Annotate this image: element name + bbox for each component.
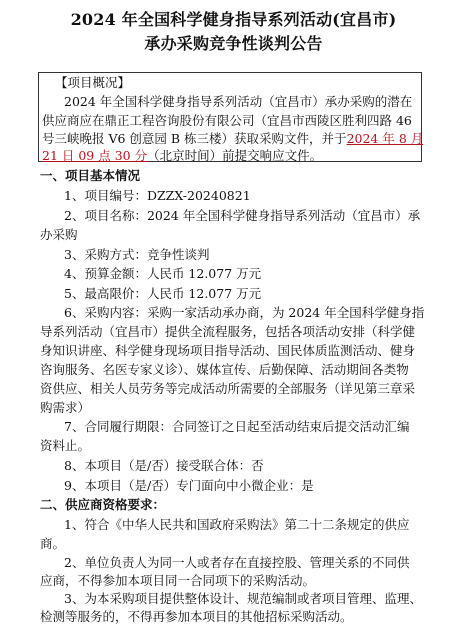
- item-content-cont: 资供应、相关人员劳务等完成活动所需要的全部服务（详见第三章采: [40, 381, 416, 396]
- overview-paragraph-line: [42, 130, 423, 148]
- item-contract-period: 7、合同履行期限：合同签订之日起至活动结束后提交活动汇编: [64, 419, 410, 434]
- overview-text: （北京时间）前提交响应文件。: [147, 148, 323, 163]
- requirement-2-cont: 应商，不得参加本项目同一合同项下的采购活动。: [40, 573, 316, 588]
- section-1-heading: 一、项目基本情况: [40, 168, 141, 183]
- overview-heading: 【项目概况】: [55, 75, 131, 90]
- item-procurement-method: 3、采购方式：竞争性谈判: [64, 247, 210, 262]
- item-content-cont: 导系列活动（宜昌市）提供全流程服务，包括各项活动安排（科学健: [40, 324, 416, 339]
- requirement-3-cont: 检测等服务的，不得再参加本项目的其他招标采购活动。: [40, 609, 353, 624]
- overview-paragraph-line: 供应商应在鼎正工程咨询股份有限公司（宜昌市西陵区胜利四路 46: [42, 113, 412, 128]
- item-content-cont: 咨询服务、名医专家义诊）、媒体宣传、后勤保障、活动期间各类物: [40, 362, 409, 377]
- requirement-3: 3、为本采购项目提供整体设计、规范编制或者项目管理、监理、: [64, 591, 422, 606]
- item-content: 6、采购内容：采购一家活动承办商，为 2024 年全国科学健身指: [64, 305, 425, 320]
- requirement-1: 1、符合《中华人民共和国政府采购法》第二十二条规定的供应: [64, 517, 410, 532]
- item-contract-period-cont: 资料止。: [40, 438, 91, 453]
- item-content-cont: 购需求）: [40, 400, 91, 415]
- item-project-name: 2、项目名称：2024 年全国科学健身指导系列活动（宜昌市）承: [64, 208, 421, 223]
- section-2-heading: 二、供应商资格要求：: [40, 497, 166, 512]
- requirement-1-cont: 商。: [40, 536, 66, 551]
- deadline-date: 2024 年 8 月: [346, 131, 424, 146]
- item-sme: 9、本项目（是/否）专门面向中小微企业：是: [64, 478, 314, 493]
- item-budget: 4、预算金额：人民币 12.077 万元: [64, 266, 262, 281]
- overview-paragraph-line: [42, 147, 322, 165]
- title-line-2: 承办采购竞争性谈判公告: [144, 34, 323, 53]
- item-project-number: 1、项目编号：DZZX-20240821: [64, 188, 251, 203]
- title-line-1: 2024 年全国科学健身指导系列活动(宜昌市): [70, 10, 397, 29]
- overview-text: 号三峡晚报 V6 创意园 B 栋三楼）获取采购文件，并于: [42, 131, 347, 146]
- item-max-price: 5、最高限价：人民币 12.077 万元: [64, 286, 262, 301]
- requirement-2: 2、单位负责人为同一人或者存在直接控股、管理关系的不同供: [64, 555, 410, 570]
- item-content-cont: 身知识讲座、科学健身现场项目指导活动、国民体质监测活动、健身: [40, 343, 416, 358]
- overview-paragraph-line: 2024 年全国科学健身指导系列活动（宜昌市）承办采购的潜在: [64, 94, 413, 109]
- item-project-name-cont: 办采购: [40, 227, 78, 242]
- deadline-time: 21 日 09 点 30 分: [42, 148, 148, 163]
- item-consortium: 8、本项目（是/否）接受联合体：否: [64, 458, 264, 473]
